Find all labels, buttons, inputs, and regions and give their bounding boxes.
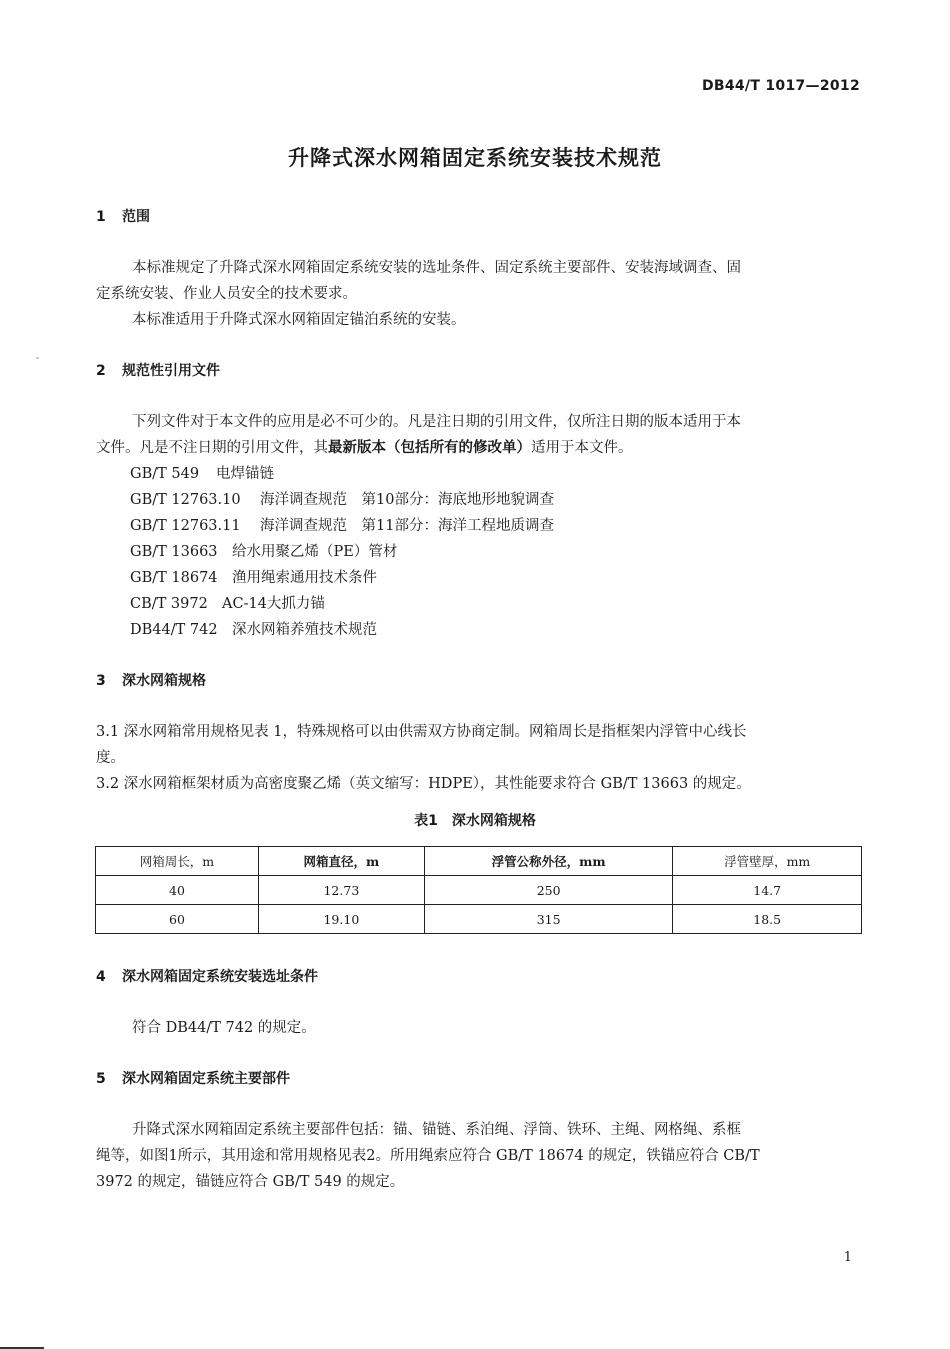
- table-cell: 12.73: [258, 876, 424, 905]
- reference-title: 海洋调查规范 第10部分：海底地形地貌调查: [260, 492, 554, 508]
- section-number: 4: [96, 969, 106, 985]
- table-header-row: [96, 847, 862, 876]
- paragraph-line: 定系统安装、作业人员安全的技术要求。: [96, 286, 357, 302]
- section-title: 深水网箱规格: [122, 673, 206, 689]
- section-title: 深水网箱固定系统安装选址条件: [122, 969, 318, 985]
- paragraph-line: 本标准规定了升降式深水网箱固定系统安装的选址条件、固定系统主要部件、安装海域调查、固: [132, 260, 741, 276]
- spec-table: [95, 846, 862, 934]
- table-header-cell: 浮管公称外径，mm: [424, 847, 673, 876]
- clause-3-2: 3.2 深水网箱框架材质为高密度聚乙烯（英文缩写：HDPE），其性能要求符合 GB/T 13663 的规定。: [96, 776, 751, 792]
- reference-item: [130, 566, 377, 587]
- reference-item: [130, 540, 397, 561]
- section-number: 5: [96, 1071, 106, 1087]
- paragraph-line: 绳等，如图1所示，其用途和常用规格见表2。所用绳索应符合 GB/T 18674 的规定，铁锚应符合 CB/T: [96, 1148, 760, 1164]
- table-cell: 250: [424, 876, 673, 905]
- section-number: 2: [96, 363, 106, 379]
- reference-item: [130, 618, 377, 639]
- reference-title: AC-14大抓力锚: [222, 596, 325, 612]
- page-number: 1: [843, 1250, 852, 1265]
- section-title: 深水网箱固定系统主要部件: [122, 1071, 290, 1087]
- paragraph-line: 本标准适用于升降式深水网箱固定锚泊系统的安装。: [132, 312, 466, 328]
- table-cell: 19.10: [258, 905, 424, 934]
- reference-title: 渔用绳索通用技术条件: [232, 570, 377, 586]
- table-header-cell: 网箱直径，m: [258, 847, 424, 876]
- paragraph-line: 升降式深水网箱固定系统主要部件包括：锚、锚链、系泊绳、浮筒、铁环、主绳、网格绳、系框: [132, 1122, 741, 1138]
- clause-3-1-line: 3.1 深水网箱常用规格见表 1，特殊规格可以由供需双方协商定制。网箱周长是指框架内浮管中心线长: [96, 724, 747, 740]
- table-cell: 18.5: [673, 905, 862, 934]
- reference-code: GB/T 549: [130, 466, 200, 482]
- reference-code: GB/T 13663: [130, 544, 218, 560]
- text-run: 适用于本文件。: [531, 440, 633, 456]
- table-cell: 60: [96, 905, 259, 934]
- reference-item: [130, 592, 325, 613]
- paragraph-line: [96, 436, 633, 457]
- paragraph-line: 符合 DB44/T 742 的规定。: [132, 1020, 316, 1036]
- paragraph-line: 3972 的规定，锚链应符合 GB/T 549 的规定。: [96, 1174, 405, 1190]
- paragraph-line: 下列文件对于本文件的应用是必不可少的。凡是注日期的引用文件，仅所注日期的版本适用于本: [132, 414, 741, 430]
- reference-item: [130, 462, 274, 483]
- section-number: 3: [96, 673, 106, 689]
- text-run: 文件。凡是不注日期的引用文件，其: [96, 440, 328, 456]
- table-cell: 14.7: [673, 876, 862, 905]
- section-1-heading: [96, 206, 150, 226]
- reference-title: 给水用聚乙烯（PE）管材: [232, 544, 398, 560]
- section-4-heading: [96, 966, 318, 986]
- section-2-heading: [96, 360, 220, 380]
- table-cell: 315: [424, 905, 673, 934]
- table-row: [96, 905, 862, 934]
- table-header-cell: 网箱周长，m: [96, 847, 259, 876]
- standard-code: DB44/T 1017—2012: [701, 78, 860, 94]
- table-row: [96, 876, 862, 905]
- reference-code: CB/T 3972: [130, 596, 208, 612]
- table-cell: 40: [96, 876, 259, 905]
- reference-item: [130, 488, 554, 509]
- reference-code: GB/T 12763.11: [130, 518, 241, 534]
- reference-item: [130, 514, 554, 535]
- table-header-cell: 浮管壁厚，mm: [673, 847, 862, 876]
- scan-speck: [36, 357, 39, 359]
- reference-title: 电焊锚链: [216, 466, 274, 482]
- section-3-heading: [96, 670, 206, 690]
- document-title: 升降式深水网箱固定系统安装技术规范: [288, 146, 662, 170]
- reference-title: 海洋调查规范 第11部分：海洋工程地质调查: [260, 518, 554, 534]
- emphasis-text: 最新版本（包括所有的修改单）: [328, 439, 531, 456]
- reference-title: 深水网箱养殖技术规范: [232, 622, 377, 638]
- reference-code: GB/T 12763.10: [130, 492, 241, 508]
- section-5-heading: [96, 1068, 290, 1088]
- reference-code: DB44/T 742: [130, 622, 218, 638]
- table-caption: 表1 深水网箱规格: [414, 813, 536, 829]
- section-number: 1: [96, 209, 106, 225]
- clause-3-1-line: 度。: [96, 750, 125, 766]
- reference-code: GB/T 18674: [130, 570, 218, 586]
- section-title: 规范性引用文件: [122, 363, 220, 379]
- section-title: 范围: [122, 209, 150, 225]
